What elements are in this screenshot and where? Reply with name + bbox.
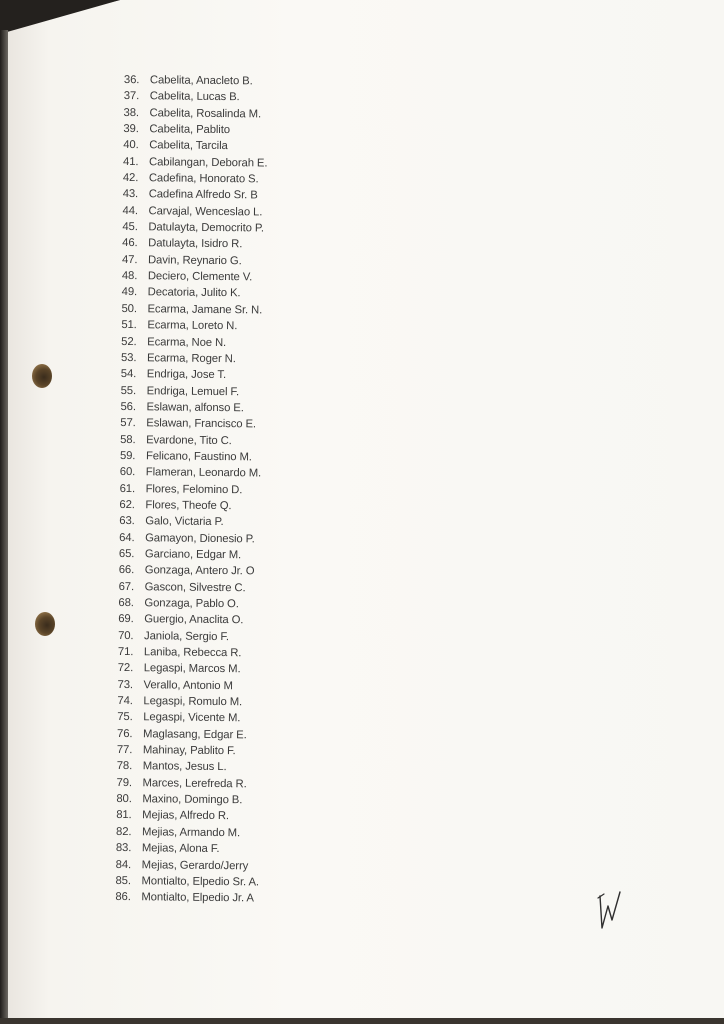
list-item (118, 595, 263, 613)
entry-number: 42. (122, 172, 139, 185)
handwritten-initial-icon (596, 888, 624, 930)
entry-name: Verallo, Antonio M (143, 678, 233, 692)
list-item (118, 611, 263, 629)
list-item (122, 235, 267, 253)
punch-hole-icon (35, 612, 55, 636)
entry-name: Datulayta, Democrito P. (148, 221, 264, 235)
entry-name: Ecarma, Loreto N. (147, 319, 238, 333)
entry-name: Marces, Lerefreda R. (142, 777, 247, 791)
list-item (118, 628, 263, 646)
entry-number: 69. (118, 613, 134, 626)
entry-name: Ecarma, Noe N. (147, 335, 227, 349)
entry-name: Davin, Reynario G. (147, 254, 242, 268)
entry-number: 56. (120, 400, 136, 414)
entry-name: Maxino, Domingo B. (142, 793, 243, 807)
entry-number: 37. (123, 90, 140, 103)
list-item (121, 301, 266, 319)
entry-name: Gamayon, Dionesio P. (145, 531, 255, 546)
entry-name: Evardone, Tito C. (146, 433, 232, 447)
entry-number: 77. (116, 744, 133, 757)
entry-name: Montialto, Elpedio Sr. A. (141, 875, 260, 889)
entry-number: 36. (123, 73, 140, 87)
list-item (123, 121, 268, 139)
list-item (123, 186, 268, 204)
entry-name: Flores, Theofe Q. (145, 499, 232, 513)
list-item (118, 660, 263, 678)
entry-name: Flameran, Leonardo M. (145, 466, 262, 480)
entry-name: Cabelita, Rosalinda M. (149, 106, 262, 121)
entry-name: Endriga, Jose T. (146, 368, 227, 382)
entry-number: 58. (120, 433, 136, 446)
list-item (115, 889, 260, 907)
entry-name: Mahinay, Pablito F. (142, 744, 236, 758)
entry-name: Deciero, Clemente V. (147, 270, 253, 284)
list-item (123, 105, 268, 123)
entry-number: 74. (117, 695, 133, 708)
entry-name: Endriga, Lemuel F. (146, 384, 240, 398)
entry-name: Cadefina, Honorato S. (148, 172, 259, 186)
list-item (123, 170, 268, 188)
entry-name: Decatoria, Julito K. (147, 286, 241, 300)
entry-number: 86. (115, 891, 131, 904)
entry-number: 54. (120, 368, 137, 381)
list-item (120, 448, 265, 466)
entry-number: 53. (120, 351, 137, 364)
list-item (119, 546, 264, 564)
list-item (116, 791, 261, 809)
list-item (117, 758, 262, 776)
entry-number: 81. (116, 809, 132, 822)
list-item (120, 399, 265, 417)
list-item (123, 137, 268, 155)
list-item (117, 726, 262, 744)
list-item (117, 677, 262, 695)
list-item (116, 807, 261, 825)
entry-name: Flores, Felomino D. (145, 482, 243, 496)
list-item (116, 856, 261, 874)
name-list (115, 72, 268, 907)
list-item (116, 840, 261, 858)
entry-number: 73. (117, 678, 134, 691)
entry-name: Gascon, Silvestre C. (144, 580, 246, 594)
entry-number: 65. (118, 547, 135, 561)
page-bottom-edge (0, 1018, 724, 1024)
entry-name: Carvajal, Wenceslao L. (148, 205, 263, 219)
entry-name: Ecarma, Jamane Sr. N. (147, 303, 263, 317)
entry-name: Cabelita, Pablito (149, 123, 231, 137)
list-item (120, 432, 265, 450)
entry-name: Mejias, Gerardo/Jerry (141, 858, 249, 872)
entry-number: 50. (121, 302, 137, 315)
entry-number: 41. (122, 155, 139, 168)
list-item (124, 88, 269, 106)
entry-number: 38. (123, 106, 140, 119)
page-left-edge (0, 30, 8, 1024)
entry-number: 49. (121, 286, 138, 299)
entry-name: Mejias, Armando M. (141, 826, 241, 840)
entry-name: Mejias, Alfredo R. (142, 809, 230, 823)
list-item (117, 742, 262, 760)
entry-name: Montialto, Elpedio Jr. A (141, 891, 254, 905)
paper-sheet (6, 0, 724, 1019)
entry-number: 43. (122, 188, 139, 201)
list-item (119, 530, 264, 548)
entry-name: Cabilangan, Deborah E. (148, 155, 268, 170)
entry-number: 44. (122, 204, 139, 217)
list-item (119, 513, 264, 531)
entry-name: Cabelita, Anacleto B. (149, 74, 253, 88)
entry-number: 82. (115, 825, 132, 838)
entry-name: Guergio, Anaclita O. (144, 613, 244, 627)
list-item (121, 317, 266, 335)
entry-name: Eslawan, Francisco E. (146, 417, 257, 431)
entry-number: 59. (119, 449, 136, 463)
entry-name: Eslawan, alfonso E. (146, 401, 244, 415)
entry-name: Cabelita, Lucas B. (149, 90, 240, 104)
entry-number: 72. (117, 662, 134, 675)
entry-name: Legaspi, Romulo M. (143, 695, 243, 709)
entry-name: Ecarma, Roger N. (146, 352, 236, 366)
entry-number: 75. (117, 711, 133, 724)
list-item (117, 709, 262, 727)
list-item (122, 252, 267, 270)
entry-number: 80. (116, 793, 132, 806)
entry-number: 83. (115, 842, 132, 855)
entry-name: Gonzaga, Antero Jr. O (144, 564, 255, 578)
list-item (119, 579, 264, 597)
entry-number: 64. (119, 531, 135, 544)
entry-number: 67. (118, 580, 135, 593)
entry-name: Legaspi, Marcos M. (143, 662, 241, 676)
list-item (122, 203, 267, 221)
list-item (120, 464, 265, 482)
list-item (116, 775, 261, 793)
entry-name: Maglasang, Edgar E. (143, 727, 247, 742)
entry-name: Galo, Victaria P. (145, 515, 224, 529)
entry-number: 46. (122, 237, 138, 250)
list-item (121, 366, 266, 384)
list-item (119, 497, 264, 515)
entry-name: Laniba, Rebecca R. (143, 646, 242, 660)
entry-number: 70. (118, 629, 134, 642)
entry-number: 47. (121, 253, 138, 266)
entry-name: Garciano, Edgar M. (144, 548, 242, 562)
entry-number: 55. (120, 384, 137, 397)
entry-number: 78. (116, 760, 133, 773)
list-item (115, 873, 260, 891)
entry-number: 48. (121, 270, 138, 283)
entry-number: 68. (118, 596, 134, 610)
entry-number: 61. (119, 482, 136, 495)
list-item (123, 154, 268, 172)
entry-name: Felicano, Faustino M. (145, 450, 252, 464)
list-item (124, 72, 269, 90)
entry-name: Legaspi, Vicente M. (143, 711, 241, 725)
entry-number: 52. (121, 335, 137, 348)
entry-name: Datulayta, Isidro R. (148, 237, 243, 251)
entry-name: Mejias, Alona F. (141, 842, 220, 856)
entry-number: 63. (119, 515, 135, 528)
list-item (120, 415, 265, 433)
entry-name: Cadefina Alfredo Sr. B (148, 188, 258, 202)
list-item (120, 481, 265, 499)
punch-hole-icon (32, 364, 52, 388)
entry-number: 57. (120, 417, 136, 430)
entry-number: 79. (116, 776, 133, 789)
entry-name: Cabelita, Tarcila (149, 139, 228, 153)
entry-number: 84. (115, 858, 132, 871)
entry-name: Mantos, Jesus L. (142, 760, 227, 774)
entry-number: 71. (117, 645, 134, 659)
entry-name: Gonzaga, Pablo O. (144, 597, 239, 611)
entry-number: 40. (123, 139, 139, 152)
entry-number: 60. (119, 466, 136, 479)
entry-number: 66. (118, 564, 135, 577)
list-item (122, 268, 267, 286)
entry-number: 39. (123, 123, 139, 136)
list-item (121, 350, 266, 368)
list-item (117, 693, 262, 711)
entry-number: 85. (115, 874, 131, 887)
list-item (122, 284, 267, 302)
entry-name: Janiola, Sergio F. (144, 629, 230, 643)
list-item (116, 824, 261, 842)
list-item (121, 333, 266, 351)
list-item (118, 644, 263, 662)
list-item (122, 219, 267, 237)
entry-number: 45. (122, 221, 138, 234)
entry-number: 51. (121, 319, 137, 332)
entry-number: 76. (117, 727, 133, 740)
list-item (119, 562, 264, 580)
list-item (121, 383, 266, 401)
entry-number: 62. (119, 498, 135, 512)
